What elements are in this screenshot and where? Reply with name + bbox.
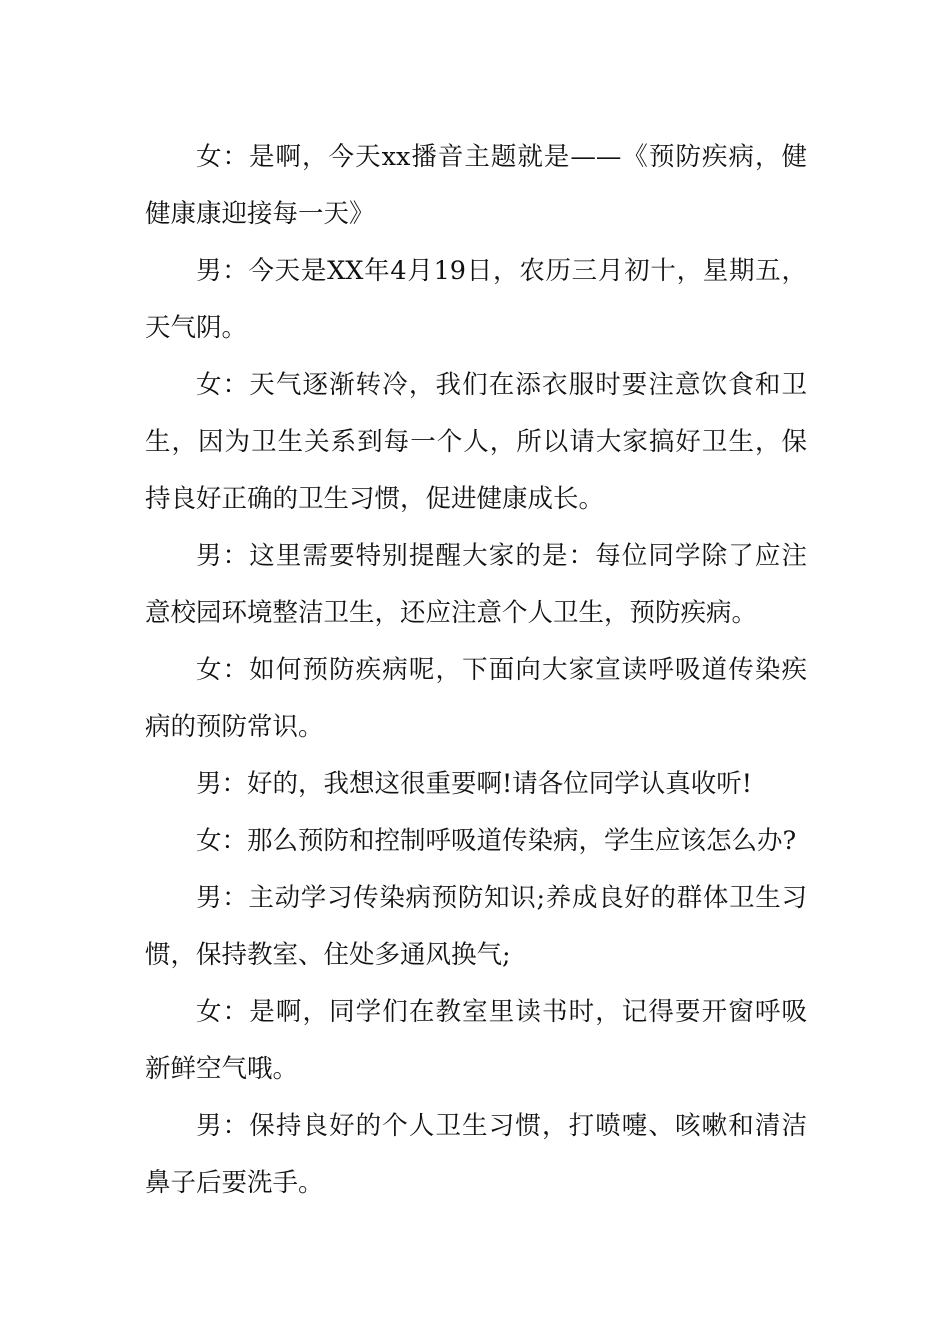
dialogue-paragraph: 女：是啊，同学们在教室里读书时，记得要开窗呼吸新鲜空气哦。	[145, 997, 807, 1084]
dialogue-paragraph: 男：主动学习传染病预防知识;养成良好的群体卫生习惯，保持教室、住处多通风换气;	[145, 883, 807, 970]
dialogue-paragraph: 男：这里需要特别提醒大家的是：每位同学除了应注意校园环境整洁卫生，还应注意个人卫生，预防疾病。	[145, 541, 807, 628]
dialogue-paragraph: 女：如何预防疾病呢，下面向大家宣读呼吸道传染疾病的预防常识。	[145, 655, 807, 742]
dialogue-paragraph: 女：天气逐渐转冷，我们在添衣服时要注意饮食和卫生，因为卫生关系到每一个人，所以请大家搞好卫生，保持良好正确的卫生习惯，促进健康成长。	[145, 370, 807, 514]
document-body	[145, 129, 807, 1212]
dialogue-paragraph: 女：那么预防和控制呼吸道传染病，学生应该怎么办?	[196, 826, 797, 856]
dialogue-paragraph: 男：今天是XX年4月19日，农历三月初十，星期五，天气阴。	[145, 256, 807, 343]
dialogue-paragraph: 女：是啊，今天xx播音主题就是——《预防疾病，健健康康迎接每一天》	[145, 142, 807, 229]
dialogue-paragraph: 男：好的，我想这很重要啊!请各位同学认真收听!	[196, 769, 752, 799]
dialogue-paragraph: 男：保持良好的个人卫生习惯，打喷嚏、咳嗽和清洁鼻子后要洗手。	[145, 1111, 807, 1198]
